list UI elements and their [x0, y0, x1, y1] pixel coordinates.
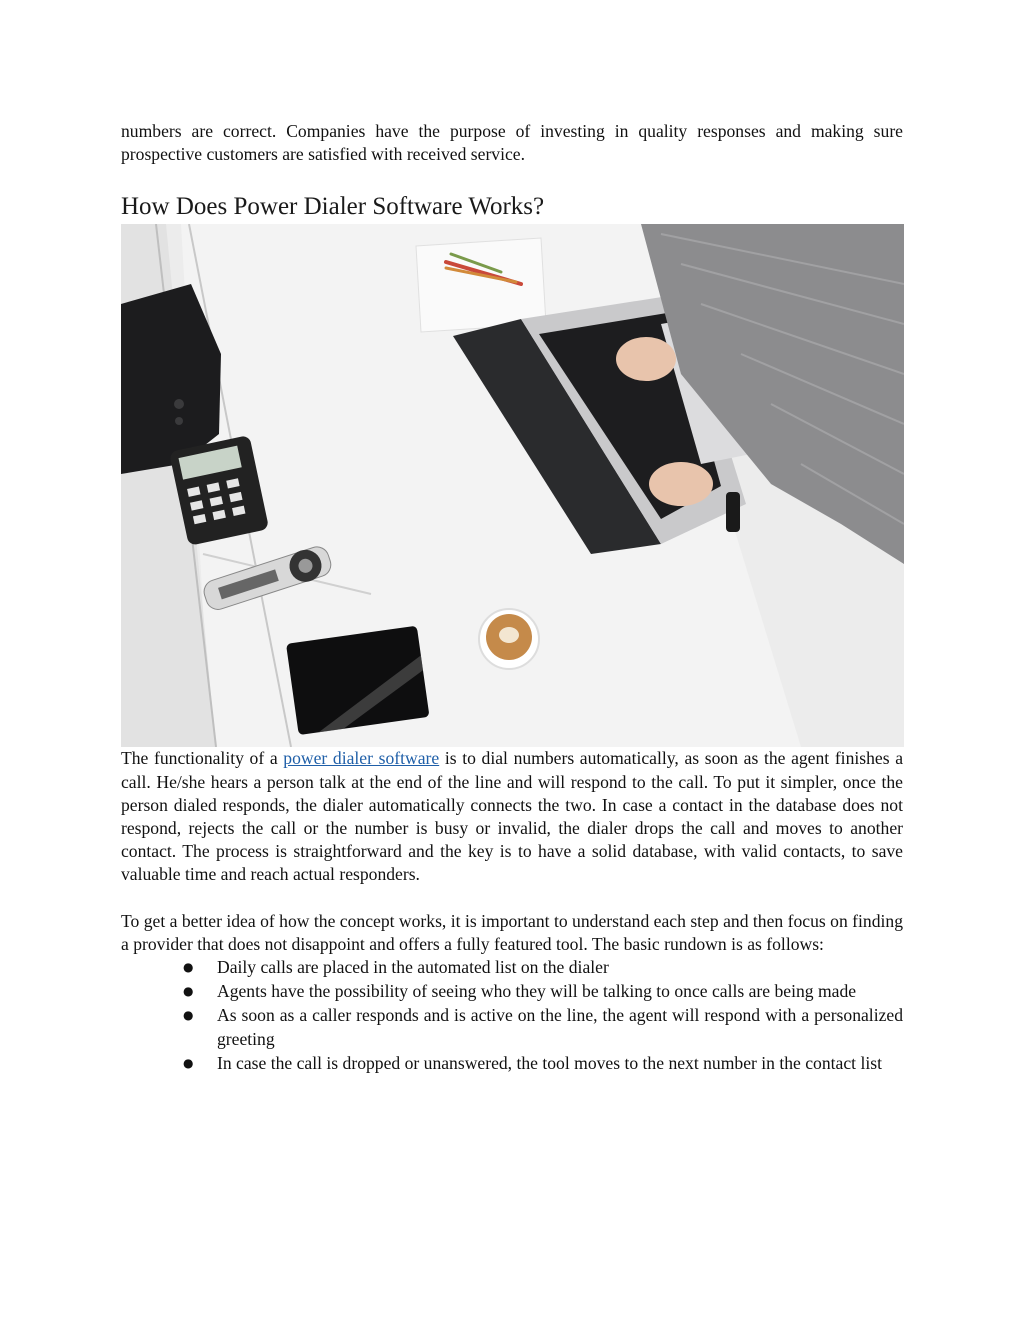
bullet-icon: ●: [183, 960, 194, 975]
bullet-icon: ●: [183, 1055, 194, 1070]
intro-paragraph: numbers are correct. Companies have the purpose of investing in quality responses and making sure prospective customers are satisfied with received service.: [121, 121, 903, 165]
list-item: [183, 980, 903, 1003]
bullet-icon: ●: [183, 984, 194, 999]
list-item-text: Daily calls are placed in the automated list on the dialer: [217, 957, 609, 978]
power-dialer-software-link[interactable]: power dialer software: [283, 748, 440, 769]
functionality-paragraph: [121, 747, 903, 886]
steps-list: [121, 956, 903, 1075]
list-item: [183, 1004, 903, 1050]
list-item-text: In case the call is dropped or unanswered, the tool moves to the next number in the contact list: [217, 1052, 882, 1073]
bullet-icon: ●: [183, 1008, 194, 1023]
list-item: [183, 1052, 903, 1075]
list-item-text: Agents have the possibility of seeing who they will be talking to once calls are being made: [217, 981, 857, 1002]
concept-paragraph: To get a better idea of how the concept works, it is important to understand each step and then focus on finding a provider that does not disappoint and offers a fully featured tool. The basic rundown is as follows:: [121, 910, 903, 954]
office-desk-photo: [121, 224, 904, 747]
functionality-text-rest: is to dial numbers automatically, as soon as the agent finishes a call. He/she hears a person talk at the end of the line and will respond to the call. To put it simpler, once the person dialed responds, the dialer automatically connects the two. In case a contact in the database does not respond, rejects the call or the number is busy or invalid, the dialer drops the call and moves to another contact. The process is straightforward and the key is to have a solid database, with valid contacts, to save valuable time and reach actual responders.: [121, 748, 904, 885]
paragraph-spacer: [121, 887, 903, 910]
list-item-text: As soon as a caller responds and is active on the line, the agent will respond with a personalized greeting: [217, 1005, 903, 1049]
functionality-text-start: The functionality of a: [121, 748, 284, 769]
document-page: [121, 120, 903, 1076]
list-item: [183, 956, 903, 979]
section-heading: How Does Power Dialer Software Works?: [121, 193, 545, 221]
